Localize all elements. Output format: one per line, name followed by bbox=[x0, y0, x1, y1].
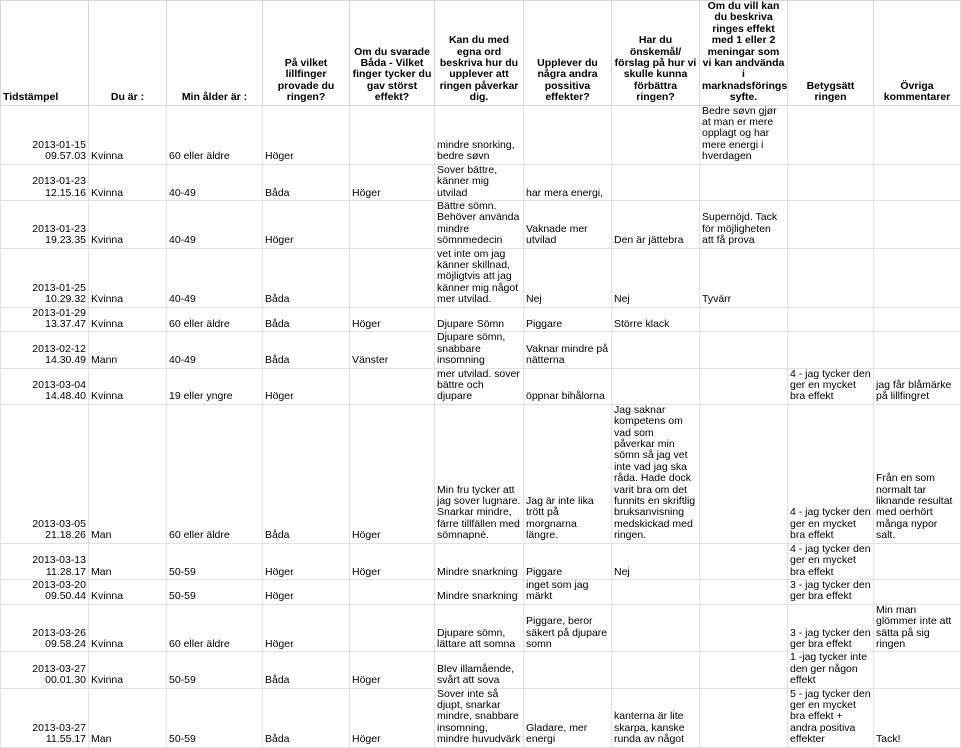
cell-timestamp[interactable]: 2013-01-29 13.37.47 bbox=[1, 307, 89, 332]
cell-timestamp[interactable]: 2013-02-12 14.30.49 bbox=[1, 332, 89, 368]
cell-gender[interactable]: Man bbox=[89, 543, 167, 579]
cell-age[interactable]: 60 eller äldre bbox=[167, 105, 263, 164]
cell-age[interactable]: 50-59 bbox=[167, 579, 263, 604]
cell-other-effects[interactable]: Gladare, mer energi bbox=[524, 688, 612, 747]
cell-comments[interactable]: Från en som normalt tar liknande resultat med oerhört många nypor salt. bbox=[874, 404, 961, 543]
cell-experience[interactable]: vet inte om jag känner skillnad, möjligtvis att jag känner mig något mer utvilad. bbox=[435, 248, 524, 307]
cell-experience[interactable]: Blev illamående, svårt att sova bbox=[435, 652, 524, 688]
table-row bbox=[1, 579, 961, 604]
table-row bbox=[1, 105, 961, 164]
cell-best-finger[interactable]: Höger bbox=[350, 688, 435, 747]
cell-rating[interactable]: 1 -jag tycker inte den ger någon effekt bbox=[788, 652, 874, 688]
cell-suggestions[interactable]: Större klack bbox=[612, 307, 700, 332]
cell-experience[interactable]: Djupare sömn, snabbare insomning bbox=[435, 332, 524, 368]
cell-best-finger[interactable] bbox=[350, 604, 435, 652]
cell-best-finger[interactable] bbox=[350, 105, 435, 164]
cell-suggestions[interactable]: Nej bbox=[612, 248, 700, 307]
header-age[interactable]: Min ålder är : bbox=[167, 1, 263, 106]
cell-finger[interactable]: Båda bbox=[263, 652, 350, 688]
cell-timestamp[interactable]: 2013-03-26 09.58.24 bbox=[1, 604, 89, 652]
cell-other-effects[interactable]: Piggare bbox=[524, 543, 612, 579]
cell-finger[interactable]: Båda bbox=[263, 248, 350, 307]
header-marketing-quote[interactable]: Om du vill kan du beskriva ringes effekt med 1 eller 2 meningar som vi kan andvända i marknadsförings syfte. bbox=[700, 1, 788, 106]
cell-finger[interactable]: Båda bbox=[263, 164, 350, 200]
cell-gender[interactable]: Kvinna bbox=[89, 307, 167, 332]
cell-best-finger[interactable]: Vänster bbox=[350, 332, 435, 368]
cell-comments[interactable] bbox=[874, 543, 961, 579]
cell-marketing-quote[interactable] bbox=[700, 368, 788, 404]
header-best-finger[interactable]: Om du svarade Båda - Vilket finger tycker du gav störst effekt? bbox=[350, 1, 435, 106]
cell-finger[interactable]: Höger bbox=[263, 579, 350, 604]
header-row bbox=[1, 1, 961, 106]
cell-finger[interactable]: Båda bbox=[263, 332, 350, 368]
cell-rating[interactable]: 3 - jag tycker den ger bra effekt bbox=[788, 604, 874, 652]
table-row bbox=[1, 688, 961, 747]
cell-marketing-quote[interactable] bbox=[700, 164, 788, 200]
cell-timestamp[interactable]: 2013-01-23 12.15.16 bbox=[1, 164, 89, 200]
cell-age[interactable]: 60 eller äldre bbox=[167, 404, 263, 543]
cell-other-effects[interactable]: har mera energi, bbox=[524, 164, 612, 200]
cell-timestamp[interactable]: 2013-01-23 19.23.35 bbox=[1, 200, 89, 248]
cell-other-effects[interactable]: Piggare, beror säkert på djupare somn bbox=[524, 604, 612, 652]
table-row bbox=[1, 368, 961, 404]
cell-finger[interactable]: Höger bbox=[263, 200, 350, 248]
cell-age[interactable]: 50-59 bbox=[167, 652, 263, 688]
cell-marketing-quote[interactable] bbox=[700, 543, 788, 579]
table-row bbox=[1, 604, 961, 652]
cell-gender[interactable]: Man bbox=[89, 688, 167, 747]
cell-comments[interactable] bbox=[874, 248, 961, 307]
cell-best-finger[interactable]: Höger bbox=[350, 404, 435, 543]
cell-marketing-quote[interactable] bbox=[700, 579, 788, 604]
cell-best-finger[interactable] bbox=[350, 248, 435, 307]
cell-rating[interactable]: 4 - jag tycker den ger en mycket bra effekt bbox=[788, 404, 874, 543]
cell-age[interactable]: 19 eller yngre bbox=[167, 368, 263, 404]
cell-experience[interactable]: Djupare Sömn bbox=[435, 307, 524, 332]
cell-other-effects[interactable]: Jag är inte lika trött på morgnarna längre. bbox=[524, 404, 612, 543]
cell-marketing-quote[interactable] bbox=[700, 604, 788, 652]
cell-age[interactable]: 60 eller äldre bbox=[167, 307, 263, 332]
cell-experience[interactable]: Bättre sömn. Behöver använda mindre sömnmedecin bbox=[435, 200, 524, 248]
cell-comments[interactable] bbox=[874, 105, 961, 164]
cell-best-finger[interactable]: Höger bbox=[350, 307, 435, 332]
cell-best-finger[interactable] bbox=[350, 200, 435, 248]
cell-gender[interactable]: Kvinna bbox=[89, 652, 167, 688]
cell-experience[interactable]: mer utvilad. sover bättre och djupare bbox=[435, 368, 524, 404]
cell-marketing-quote[interactable] bbox=[700, 404, 788, 543]
cell-finger[interactable]: Höger bbox=[263, 543, 350, 579]
cell-suggestions[interactable] bbox=[612, 604, 700, 652]
cell-suggestions[interactable] bbox=[612, 332, 700, 368]
cell-other-effects[interactable] bbox=[524, 105, 612, 164]
cell-comments[interactable] bbox=[874, 332, 961, 368]
cell-rating[interactable]: 5 - jag tycker den ger en mycket bra effekt + andra positiva effekter bbox=[788, 688, 874, 747]
cell-marketing-quote[interactable] bbox=[700, 332, 788, 368]
cell-rating[interactable] bbox=[788, 164, 874, 200]
cell-suggestions[interactable] bbox=[612, 105, 700, 164]
cell-experience[interactable]: Mindre snarkning bbox=[435, 543, 524, 579]
cell-other-effects[interactable]: Nej bbox=[524, 248, 612, 307]
cell-rating[interactable] bbox=[788, 105, 874, 164]
cell-age[interactable]: 50-59 bbox=[167, 543, 263, 579]
cell-experience[interactable]: Djupare sömn, lättare att somna bbox=[435, 604, 524, 652]
cell-comments[interactable]: Min man glömmer inte att sätta på sig ringen bbox=[874, 604, 961, 652]
table-row bbox=[1, 164, 961, 200]
cell-other-effects[interactable]: Vaknar mindre på nätterna bbox=[524, 332, 612, 368]
cell-gender[interactable]: Kvinna bbox=[89, 248, 167, 307]
cell-age[interactable]: 60 eller äldre bbox=[167, 604, 263, 652]
cell-suggestions[interactable]: Den är jättebra bbox=[612, 200, 700, 248]
table-row bbox=[1, 652, 961, 688]
cell-finger[interactable]: Höger bbox=[263, 604, 350, 652]
cell-suggestions[interactable] bbox=[612, 368, 700, 404]
cell-best-finger[interactable]: Höger bbox=[350, 164, 435, 200]
cell-gender[interactable]: Kvinna bbox=[89, 579, 167, 604]
header-suggestions[interactable]: Har du önskemål/ förslag på hur vi skulle kunna förbättra ringen? bbox=[612, 1, 700, 106]
cell-experience[interactable]: Min fru tycker att jag sover lugnare. Snarkar mindre, färre tillfällen med sömnapné. bbox=[435, 404, 524, 543]
cell-suggestions[interactable]: Jag saknar kompetens om vad som påverkar min sömn så jag vet inte vad jag ska råda. Hade dock varit bra om det funnits en skriftlig bruksanvisning medskickad med ringen. bbox=[612, 404, 700, 543]
table-row bbox=[1, 404, 961, 543]
header-rating[interactable]: Betygsätt ringen bbox=[788, 1, 874, 106]
header-timestamp[interactable]: Tidstämpel bbox=[1, 1, 89, 106]
cell-rating[interactable] bbox=[788, 200, 874, 248]
cell-gender[interactable]: Kvinna bbox=[89, 164, 167, 200]
cell-finger[interactable]: Höger bbox=[263, 368, 350, 404]
header-experience[interactable]: Kan du med egna ord beskriva hur du upplever att ringen påverkar dig. bbox=[435, 1, 524, 106]
cell-finger[interactable]: Båda bbox=[263, 688, 350, 747]
cell-timestamp[interactable]: 2013-03-05 21.18.26 bbox=[1, 404, 89, 543]
table-row bbox=[1, 248, 961, 307]
cell-best-finger[interactable]: Höger bbox=[350, 652, 435, 688]
cell-finger[interactable]: Båda bbox=[263, 404, 350, 543]
cell-rating[interactable] bbox=[788, 248, 874, 307]
cell-rating[interactable]: 4 - jag tycker den ger en mycket bra effekt bbox=[788, 543, 874, 579]
cell-comments[interactable]: jag får blåmärke på lillfingret bbox=[874, 368, 961, 404]
cell-timestamp[interactable]: 2013-03-27 00.01.30 bbox=[1, 652, 89, 688]
cell-marketing-quote[interactable] bbox=[700, 652, 788, 688]
table-row bbox=[1, 543, 961, 579]
cell-timestamp[interactable]: 2013-03-27 11.55.17 bbox=[1, 688, 89, 747]
cell-rating[interactable]: 4 - jag tycker den ger en mycket bra effekt bbox=[788, 368, 874, 404]
cell-marketing-quote[interactable]: Supernöjd. Tack för möjligheten att få prova bbox=[700, 200, 788, 248]
cell-experience[interactable]: Mindre snarkning bbox=[435, 579, 524, 604]
cell-rating[interactable] bbox=[788, 307, 874, 332]
cell-best-finger[interactable]: Höger bbox=[350, 543, 435, 579]
table-body bbox=[1, 105, 961, 747]
table-row bbox=[1, 332, 961, 368]
cell-timestamp[interactable]: 2013-03-13 11.28.17 bbox=[1, 543, 89, 579]
cell-gender[interactable]: Kvinna bbox=[89, 604, 167, 652]
cell-other-effects[interactable] bbox=[524, 652, 612, 688]
cell-comments[interactable]: Tack! bbox=[874, 688, 961, 747]
cell-other-effects[interactable]: Vaknade mer utvilad bbox=[524, 200, 612, 248]
cell-other-effects[interactable]: Piggare bbox=[524, 307, 612, 332]
cell-best-finger[interactable] bbox=[350, 579, 435, 604]
cell-age[interactable]: 50-59 bbox=[167, 688, 263, 747]
cell-gender[interactable]: Kvinna bbox=[89, 200, 167, 248]
header-finger[interactable]: På vilket lillfinger provade du ringen? bbox=[263, 1, 350, 106]
cell-suggestions[interactable] bbox=[612, 652, 700, 688]
cell-gender[interactable]: Man bbox=[89, 404, 167, 543]
cell-experience[interactable]: Sover inte så djupt, snarkar mindre, snabbare insomning, mindre huvudvärk bbox=[435, 688, 524, 747]
cell-best-finger[interactable] bbox=[350, 368, 435, 404]
cell-suggestions[interactable]: kanterna är lite skarpa, kanske runda av något bbox=[612, 688, 700, 747]
cell-other-effects[interactable]: öppnar bihålorna bbox=[524, 368, 612, 404]
cell-suggestions[interactable] bbox=[612, 579, 700, 604]
cell-age[interactable]: 40-49 bbox=[167, 248, 263, 307]
cell-rating[interactable]: 3 - jag tycker den ger bra effekt bbox=[788, 579, 874, 604]
cell-marketing-quote[interactable]: Tyvärr bbox=[700, 248, 788, 307]
cell-experience[interactable]: mindre snorking, bedre søvn bbox=[435, 105, 524, 164]
cell-suggestions[interactable]: Nej bbox=[612, 543, 700, 579]
table-row bbox=[1, 200, 961, 248]
cell-gender[interactable]: Kvinna bbox=[89, 368, 167, 404]
cell-finger[interactable]: Båda bbox=[263, 307, 350, 332]
cell-timestamp[interactable]: 2013-01-15 09.57.03 bbox=[1, 105, 89, 164]
cell-comments[interactable] bbox=[874, 200, 961, 248]
cell-marketing-quote[interactable] bbox=[700, 688, 788, 747]
cell-comments[interactable] bbox=[874, 652, 961, 688]
cell-comments[interactable] bbox=[874, 579, 961, 604]
cell-gender[interactable]: Mann bbox=[89, 332, 167, 368]
cell-age[interactable]: 40-49 bbox=[167, 200, 263, 248]
cell-other-effects[interactable]: inget som jag märkt bbox=[524, 579, 612, 604]
header-comments[interactable]: Övriga kommentarer bbox=[874, 1, 961, 106]
cell-marketing-quote[interactable] bbox=[700, 307, 788, 332]
cell-age[interactable]: 40-49 bbox=[167, 164, 263, 200]
cell-marketing-quote[interactable]: Bedre søvn gjør at man er mere opplagt og har mere energi i hverdagen bbox=[700, 105, 788, 164]
cell-suggestions[interactable] bbox=[612, 164, 700, 200]
cell-age[interactable]: 40-49 bbox=[167, 332, 263, 368]
cell-gender[interactable]: Kvinna bbox=[89, 105, 167, 164]
cell-timestamp[interactable]: 2013-03-20 09.50.44 bbox=[1, 579, 89, 604]
cell-comments[interactable] bbox=[874, 164, 961, 200]
cell-finger[interactable]: Höger bbox=[263, 105, 350, 164]
header-gender[interactable]: Du är : bbox=[89, 1, 167, 106]
cell-rating[interactable] bbox=[788, 332, 874, 368]
cell-timestamp[interactable]: 2013-01-25 10.29.32 bbox=[1, 248, 89, 307]
cell-comments[interactable] bbox=[874, 307, 961, 332]
header-other-effects[interactable]: Upplever du några andra possitiva effekter? bbox=[524, 1, 612, 106]
cell-experience[interactable]: Sover bättre, känner mig utvilad bbox=[435, 164, 524, 200]
table-row bbox=[1, 307, 961, 332]
cell-timestamp[interactable]: 2013-03-04 14.48.40 bbox=[1, 368, 89, 404]
